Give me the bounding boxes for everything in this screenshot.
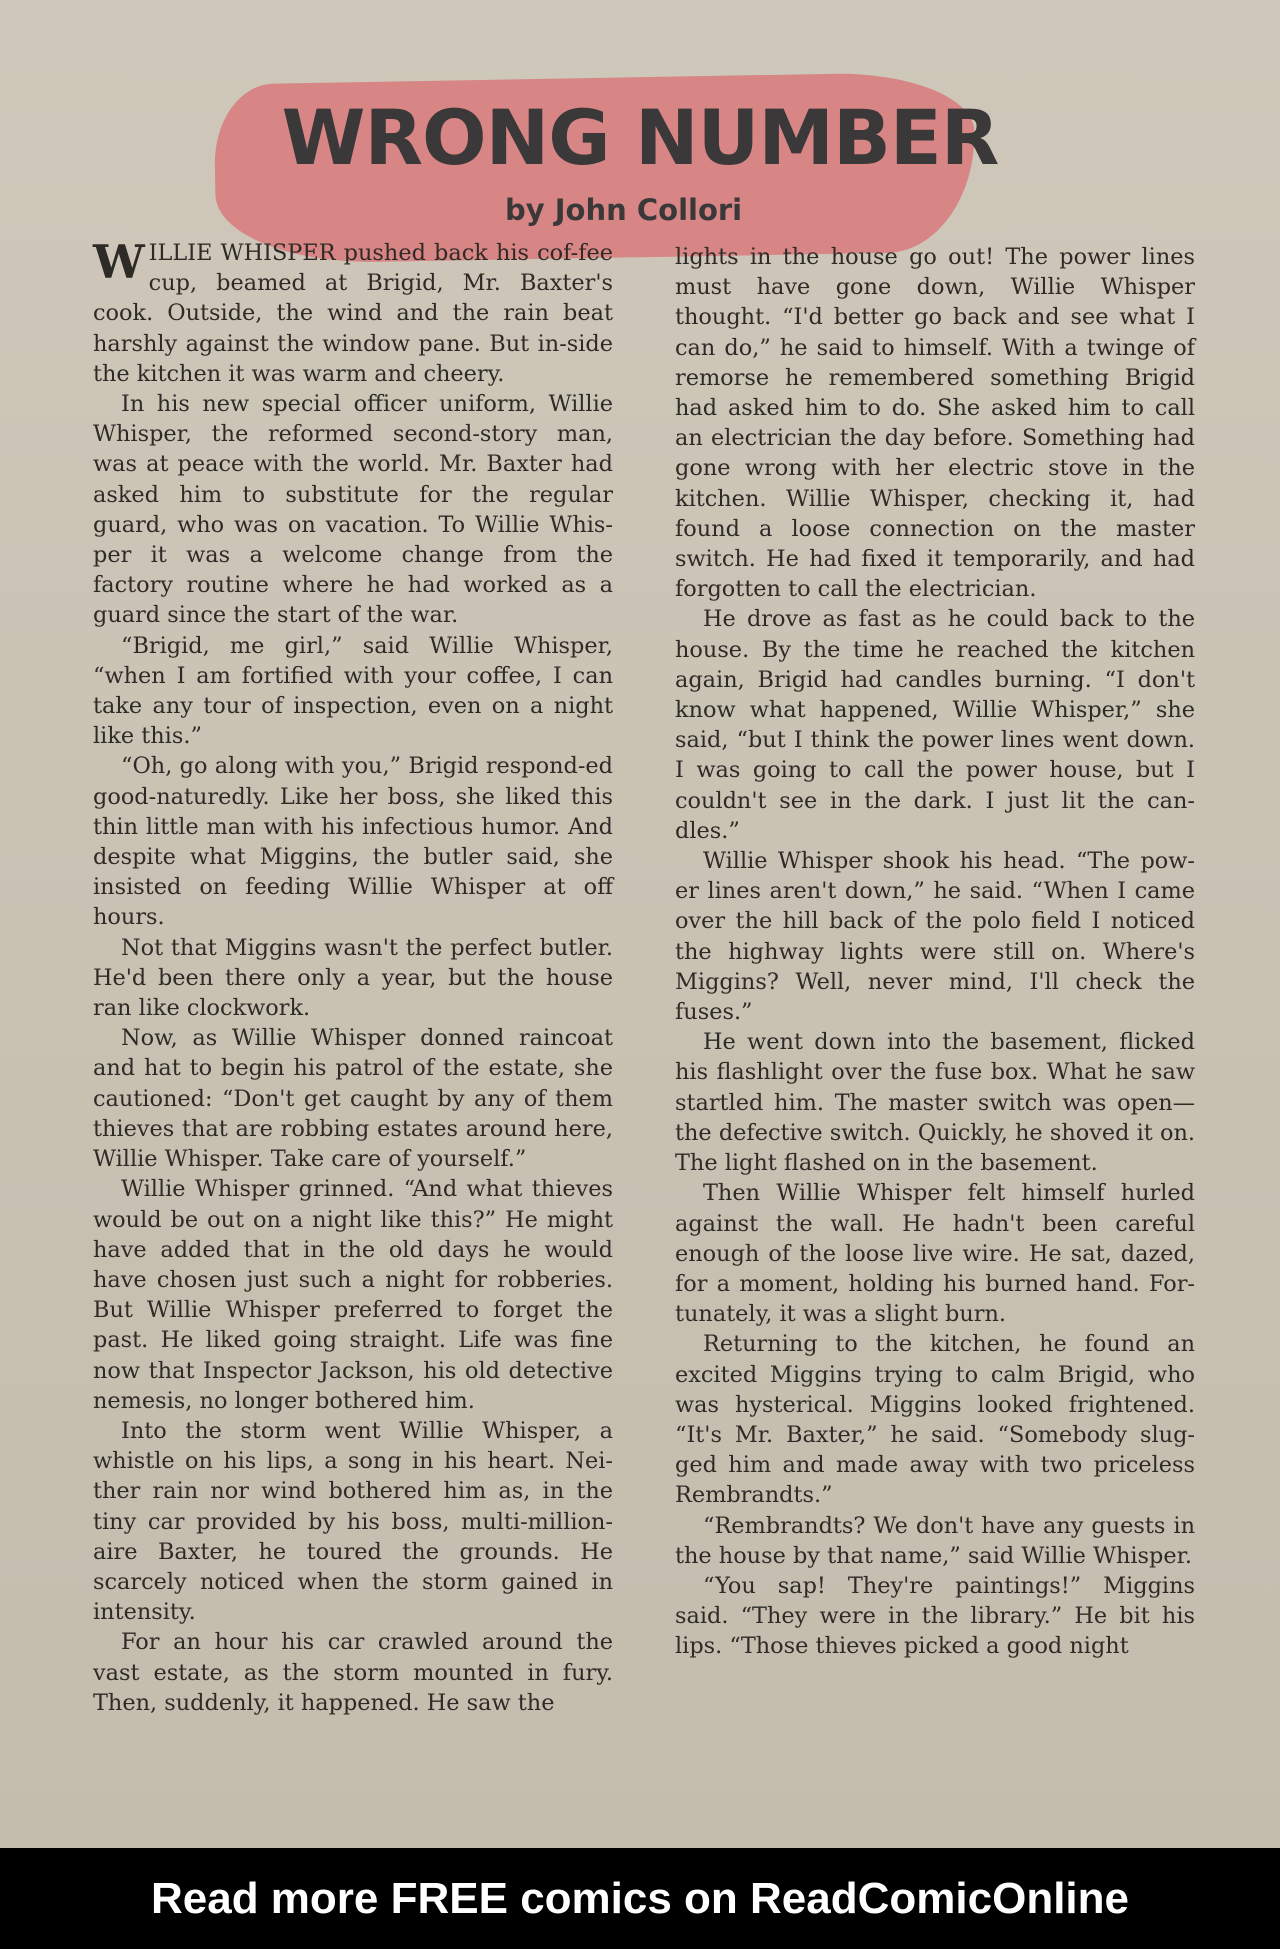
left-column [93, 235, 613, 1718]
continued-paragraph: lights in the house go out! The power lines must have gone down, Willie Whisper thought. “I'd better go back and see what I can do,” he said to himself. With a twinge of remorse he remembered something Brigid had asked him to do. She asked him to call an electrician the day before. Something had gone wrong with her electric stove in the kitchen. Willie Whisper, checking it, had found a loose connection on the master switch. He had fixed it temporarily, and had forgotten to call the electrician. [675, 244, 1195, 603]
story-byline: by John Collori [505, 193, 743, 227]
paragraph: In his new special officer uniform, Willie Whisper, the reformed second-story man, was at peace with the world. Mr. Baxter had asked him to substitute for the regular guard, who was on vacation. To Willie Whis-per it was a welcome change from the factory routine where he had worked as a guard since the start of the war. [93, 391, 613, 629]
right-column [675, 242, 1195, 1662]
paragraph: Not that Miggins wasn't the perfect butler. He'd been there only a year, but the house ran like clockwork. [93, 934, 613, 1022]
paragraph: “Rembrandts? We don't have any guests in the house by that name,” said Willie Whisper. [675, 1512, 1195, 1569]
promo-banner-text[interactable]: Read more FREE comics on ReadComicOnline [150, 1873, 1129, 1923]
paragraph: “Oh, go along with you,” Brigid respond-ed good-naturedly. Like her boss, she liked this thin little man with his infectious humor. And despite what Miggins, the butler said, she insisted on feeding Willie Whisper at off hours. [93, 753, 613, 931]
first-paragraph [93, 235, 613, 389]
paragraph: He went down into the basement, flicked his flashlight over the fuse box. What he saw startled him. The master switch was open—the defective switch. Quickly, he shoved it on. The light flashed on in the basement. [675, 1029, 1195, 1177]
paragraph: Willie Whisper grinned. “And what thieves would be out on a night like this?” He might have added that in the old days he would have chosen just such a night for robberies. But Willie Whisper preferred to forget the past. He liked going straight. Life was fine now that Inspector Jackson, his old detective nemesis, no longer bothered him. [93, 1176, 613, 1414]
paragraph: Then Willie Whisper felt himself hurled against the wall. He hadn't been careful enough of the loose live wire. He sat, dazed, for a moment, holding his burned hand. For-tunately, it was a slight burn. [675, 1180, 1195, 1328]
paragraph: Willie Whisper shook his head. “The pow-er lines aren't down,” he said. “When I came over the hill back of the polo field I noticed the highway lights were still on. Where's Miggins? Well, never mind, I'll check the fuses.” [675, 848, 1195, 1026]
paragraph: Now, as Willie Whisper donned raincoat and hat to begin his patrol of the estate, she cautioned: “Don't get caught by any of them thieves that are robbing estates around here, Willie Whisper. Take care of yourself.” [93, 1025, 613, 1173]
story-title: WRONG NUMBER [281, 93, 999, 182]
paragraph: He drove as fast as he could back to the house. By the time he reached the kitchen again, Brigid had candles burning. “I don't know what happened, Willie Whisper,” she said, “but I think the power lines went down. I was going to call the power house, but I couldn't see in the dark. I just lit the can-dles.” [675, 606, 1195, 844]
paragraph: Into the storm went Willie Whisper, a whistle on his lips, a song in his heart. Nei-ther rain nor wind bothered him as, in the tiny car provided by his boss, multi-million-aire Baxter, he toured the grounds. He scarcely noticed when the storm gained in intensity. [93, 1417, 613, 1626]
paragraph: “You sap! They're paintings!” Miggins said. “They were in the library.” He bit his lips. “Those thieves picked a good night [675, 1572, 1195, 1660]
paragraph: For an hour his car crawled around the vast estate, as the storm mounted in fury. Then, suddenly, it happened. He saw the [93, 1629, 613, 1716]
promo-banner[interactable] [0, 1848, 1280, 1949]
drop-cap: W [93, 235, 145, 289]
paragraph: Returning to the kitchen, he found an excited Miggins trying to calm Brigid, who was hysterical. Miggins looked frightened. “It's Mr. Baxter,” he said. “Somebody slug-ged him and made away with two priceless Rembrandts.” [675, 1331, 1195, 1509]
first-paragraph-text: ILLIE WHISPER pushed back his cof-fee cup, beamed at Brigid, Mr. Baxter's cook. Outside, the wind and the rain beat harshly against the window pane. But in-side the kitchen it was warm and cheery. [93, 240, 613, 387]
paragraph: “Brigid, me girl,” said Willie Whisper, “when I am fortified with your coffee, I can take any tour of inspection, even on a night like this.” [93, 632, 613, 750]
